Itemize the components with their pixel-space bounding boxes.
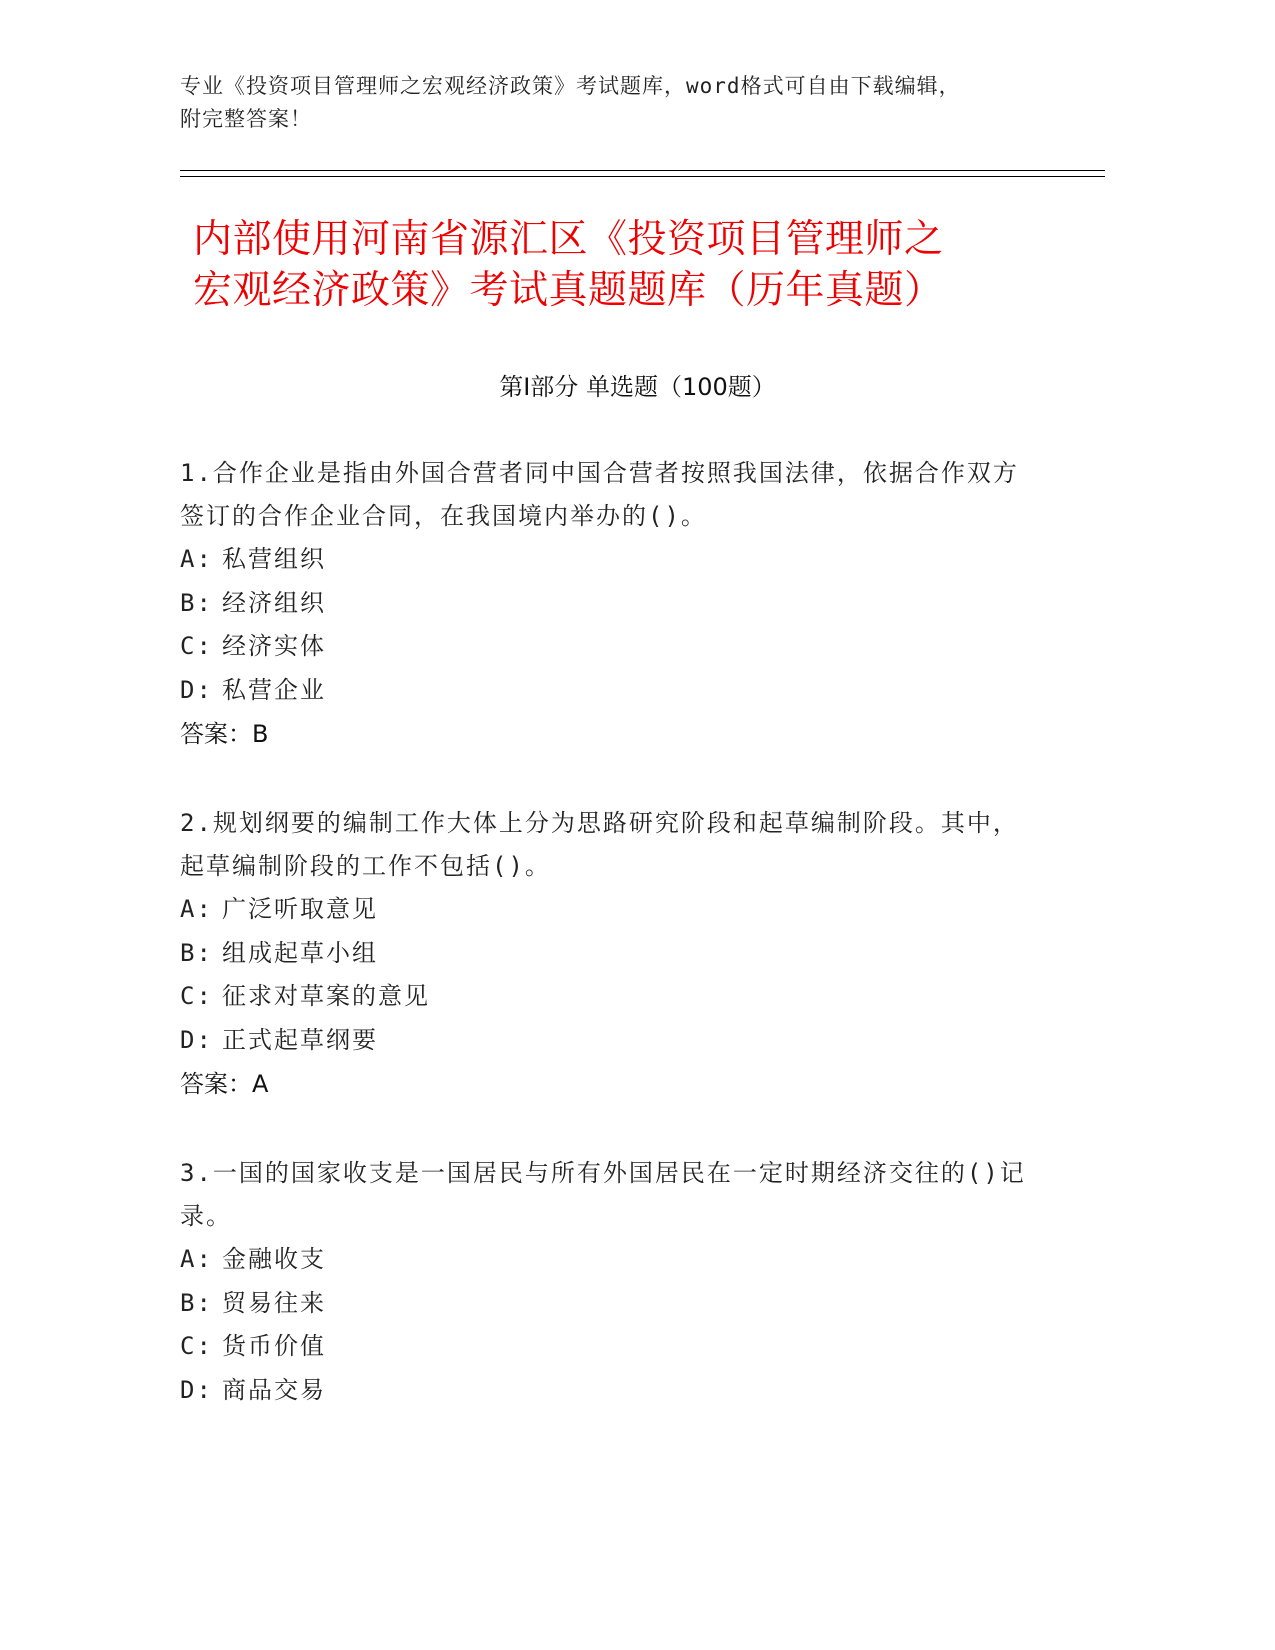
option-text: 广泛听取意见: [222, 895, 378, 923]
section-title: 第Ⅰ部分 单选题（100题）: [499, 373, 776, 401]
header-divider-bottom: [180, 176, 1105, 177]
option-text: 商品交易: [222, 1375, 326, 1404]
option-text: 经济组织: [222, 588, 326, 617]
option-d: [180, 1019, 1040, 1063]
question-stem: 2.规划纲要的编制工作大体上分为思路研究阶段和起草编制阶段。其中，起草编制阶段的工作不包括()。: [180, 809, 1019, 880]
question-2: [180, 802, 1040, 1107]
option-a: [180, 1238, 1040, 1282]
option-c: [180, 1325, 1040, 1369]
option-b: [180, 1282, 1040, 1326]
document-title-line2: 宏观经济政策》考试真题题库（历年真题）: [193, 268, 944, 313]
option-letter: B:: [180, 938, 213, 967]
question-1: [180, 452, 1040, 757]
question-stem: 3.一国的国家收支是一国居民与所有外国居民在一定时期经济交往的()记录。: [180, 1159, 1026, 1230]
header-note-line1: 专业《投资项目管理师之宏观经济政策》考试题库，word格式可自由下载编辑，: [180, 74, 961, 98]
option-c: [180, 625, 1040, 669]
question-3: [180, 1152, 1040, 1412]
option-d: [180, 669, 1040, 713]
answer-text: 答案：B: [180, 720, 269, 748]
option-letter: C:: [180, 1332, 213, 1360]
option-letter: A:: [180, 1245, 213, 1273]
option-letter: D:: [180, 1025, 213, 1054]
option-b: [180, 582, 1040, 626]
question-list: [180, 452, 1040, 1457]
option-text: 私营企业: [222, 675, 326, 704]
option-letter: C:: [180, 632, 213, 660]
option-a: [180, 538, 1040, 582]
option-d: [180, 1369, 1040, 1413]
option-letter: B:: [180, 588, 213, 617]
option-letter: D:: [180, 1375, 213, 1404]
option-text: 金融收支: [222, 1245, 326, 1273]
option-text: 征求对草案的意见: [222, 982, 430, 1010]
header-note-line2: 附完整答案！: [180, 107, 312, 131]
question-stem: 1.合作企业是指由外国合营者同中国合营者按照我国法律，依据合作双方签订的合作企业合同，在我国境内举办的()。: [180, 459, 1019, 530]
option-text: 正式起草纲要: [222, 1025, 378, 1054]
option-text: 私营组织: [222, 545, 326, 573]
option-a: [180, 888, 1040, 932]
option-letter: D:: [180, 675, 213, 704]
option-b: [180, 932, 1040, 976]
document-title: [193, 214, 1093, 316]
header-divider-top: [180, 170, 1105, 171]
document-title-line1: 内部使用河南省源汇区《投资项目管理师之: [193, 217, 944, 262]
option-text: 贸易往来: [222, 1288, 326, 1317]
option-letter: A:: [180, 895, 213, 923]
option-text: 货币价值: [222, 1332, 326, 1360]
option-letter: B:: [180, 1288, 213, 1317]
option-text: 组成起草小组: [222, 938, 378, 967]
option-letter: A:: [180, 545, 213, 573]
option-c: [180, 975, 1040, 1019]
option-letter: C:: [180, 982, 213, 1010]
option-text: 经济实体: [222, 632, 326, 660]
header-note: [180, 70, 1060, 136]
answer-text: 答案：A: [180, 1070, 269, 1098]
